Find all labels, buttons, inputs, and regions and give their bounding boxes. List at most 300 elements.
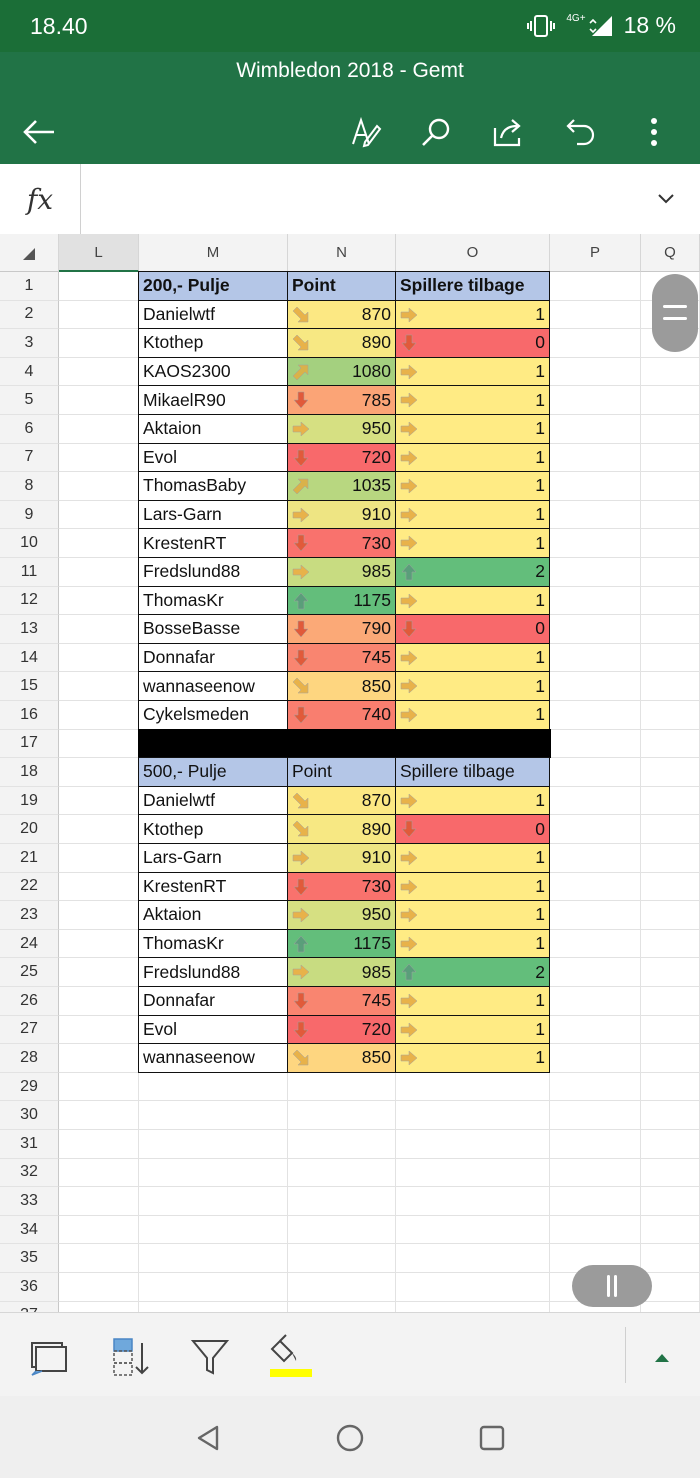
table1-players-left-cell-text: 1: [535, 532, 545, 553]
separator-row[interactable]: [138, 729, 551, 759]
status-time: 18.40: [30, 13, 88, 39]
arrow-right-icon: [399, 848, 419, 868]
table2-players-left-cell[interactable]: [395, 814, 550, 844]
table1-point-cell[interactable]: [287, 357, 396, 387]
spreadsheet-grid[interactable]: [0, 234, 700, 1312]
table1-point-cell[interactable]: [287, 328, 396, 358]
table1-point-cell[interactable]: [287, 300, 396, 330]
status-bar: [0, 0, 700, 52]
arrow-down-icon: [291, 533, 311, 553]
table2-point-cell[interactable]: [287, 843, 396, 873]
table1-players-left-cell-text: 1: [535, 361, 545, 382]
table1-players-left-cell[interactable]: [395, 557, 550, 587]
table2-point-cell-text: 890: [361, 818, 391, 839]
column-header-l[interactable]: L: [59, 234, 139, 272]
table1-players-left-cell[interactable]: [395, 414, 550, 444]
table2-point-cell-text: 985: [361, 961, 391, 982]
table1-point-cell[interactable]: [287, 385, 396, 415]
table1-name-cell[interactable]: [138, 528, 288, 558]
gridline: [59, 1243, 700, 1244]
column-header-p[interactable]: P: [550, 234, 641, 272]
table2-header-1-text: Point: [292, 761, 332, 782]
arrow-down-right-icon: [291, 333, 311, 353]
table2-point-cell[interactable]: [287, 786, 396, 816]
row-header-5[interactable]: 5: [0, 386, 59, 415]
nav-recents-button[interactable]: [472, 1418, 512, 1458]
horizontal-scroll-handle[interactable]: [572, 1265, 652, 1307]
table2-players-left-cell[interactable]: [395, 786, 550, 816]
table1-name-cell-text: Evol: [143, 446, 178, 467]
vertical-scroll-handle[interactable]: [652, 274, 698, 352]
table2-point-cell-text: 1175: [353, 933, 391, 954]
table1-name-cell-text: ThomasBaby: [143, 475, 247, 496]
table1-players-left-cell-text: 1: [535, 475, 545, 496]
table2-name-cell[interactable]: [138, 1043, 288, 1073]
back-triangle-icon: [195, 1424, 221, 1452]
table2-players-left-cell[interactable]: [395, 1043, 550, 1073]
table1-point-cell-text: 1080: [352, 361, 391, 382]
table1-name-cell[interactable]: [138, 328, 288, 358]
table2-header-0[interactable]: [138, 757, 288, 787]
column-header-n[interactable]: N: [288, 234, 396, 272]
column-header-m[interactable]: M: [139, 234, 288, 272]
table1-point-cell[interactable]: [287, 614, 396, 644]
row-header-11[interactable]: 11: [0, 558, 59, 587]
table1-point-cell[interactable]: [287, 700, 396, 730]
arrow-right-icon: [399, 390, 419, 410]
expand-toolbar-button[interactable]: [638, 1333, 686, 1381]
battery-level: 18 %: [623, 12, 676, 38]
table1-point-cell-text: 785: [361, 389, 391, 410]
arrow-up-icon: [399, 962, 419, 982]
table1-players-left-cell-text: 1: [535, 589, 545, 610]
select-all-corner[interactable]: [0, 234, 59, 272]
table1-point-cell-text: 1175: [353, 589, 391, 610]
arrow-right-icon: [399, 705, 419, 725]
function-button[interactable]: fx: [0, 164, 81, 234]
table2-name-cell[interactable]: [138, 900, 288, 930]
arrow-down-icon: [291, 619, 311, 639]
status-icons: [526, 12, 676, 39]
nav-home-button[interactable]: [330, 1418, 370, 1458]
table1-header-2[interactable]: [395, 271, 550, 301]
table1-name-cell[interactable]: [138, 586, 288, 616]
table1-players-left-cell[interactable]: [395, 671, 550, 701]
arrow-down-icon: [291, 705, 311, 725]
arrow-down-icon: [291, 448, 311, 468]
table1-point-cell-text: 950: [361, 418, 391, 439]
table1-players-left-cell-text: 1: [535, 504, 545, 525]
table1-point-cell-text: 985: [361, 561, 391, 582]
row-header-27[interactable]: 27: [0, 1016, 59, 1045]
table2-name-cell[interactable]: [138, 843, 288, 873]
table2-name-cell-text: KrestenRT: [143, 875, 227, 896]
table2-point-cell[interactable]: [287, 1043, 396, 1073]
row-header-1[interactable]: 1: [0, 272, 59, 301]
arrow-down-icon: [399, 333, 419, 353]
table1-point-cell-text: 870: [361, 303, 391, 324]
table1-point-cell[interactable]: [287, 500, 396, 530]
table2-name-cell[interactable]: [138, 786, 288, 816]
sort-icon: [108, 1335, 152, 1379]
row-header-25[interactable]: 25: [0, 958, 59, 987]
arrow-right-icon: [399, 419, 419, 439]
table1-players-left-cell[interactable]: [395, 700, 550, 730]
arrow-right-icon: [291, 419, 311, 439]
gridline: [59, 1215, 700, 1216]
arrow-right-icon: [399, 362, 419, 382]
undo-icon: [565, 116, 597, 148]
table2-name-cell[interactable]: [138, 1015, 288, 1045]
row-header-15[interactable]: 15: [0, 672, 59, 701]
table1-players-left-cell-text: 0: [535, 332, 545, 353]
table2-header-2[interactable]: [395, 757, 550, 787]
recents-square-icon: [478, 1424, 506, 1452]
arrow-right-icon: [399, 533, 419, 553]
search-icon: [420, 116, 452, 148]
table2-point-cell[interactable]: [287, 1015, 396, 1045]
table1-players-left-cell-text: 1: [535, 303, 545, 324]
scroll-grip-line: [614, 1275, 617, 1297]
home-circle-icon: [335, 1423, 365, 1453]
table2-point-cell[interactable]: [287, 900, 396, 930]
table1-name-cell-text: Fredslund88: [143, 561, 241, 582]
table1-point-cell[interactable]: [287, 528, 396, 558]
arrow-right-icon: [399, 791, 419, 811]
table1-players-left-cell[interactable]: [395, 586, 550, 616]
table1-point-cell[interactable]: [287, 443, 396, 473]
table2-players-left-cell-text: 1: [535, 847, 545, 868]
table1-players-left-cell-text: 0: [535, 618, 545, 639]
filter-button[interactable]: [186, 1333, 234, 1381]
system-nav-bar: [0, 1396, 700, 1478]
table1-players-left-cell[interactable]: [395, 471, 550, 501]
table1-name-cell[interactable]: [138, 414, 288, 444]
comment-icon: [28, 1337, 68, 1377]
arrow-down-icon: [291, 390, 311, 410]
arrow-down-icon: [399, 819, 419, 839]
row-header-31[interactable]: 31: [0, 1130, 59, 1159]
table2-header-1[interactable]: [287, 757, 396, 787]
table1-name-cell-text: MikaelR90: [143, 389, 226, 410]
table2-name-cell-text: Aktaion: [143, 904, 202, 925]
arrow-right-icon: [399, 905, 419, 925]
arrow-right-icon: [291, 962, 311, 982]
row-header-20[interactable]: 20: [0, 815, 59, 844]
arrow-down-icon: [291, 877, 311, 897]
table2-point-cell-text: 950: [361, 904, 391, 925]
table1-point-cell-text: 890: [361, 332, 391, 353]
row-header-2[interactable]: 2: [0, 301, 59, 330]
row-header-8[interactable]: 8: [0, 472, 59, 501]
more-options-button[interactable]: [632, 110, 676, 154]
table2-players-left-cell-text: 1: [535, 990, 545, 1011]
table1-point-cell-text: 910: [361, 504, 391, 525]
arrow-right-icon: [399, 305, 419, 325]
table1-point-cell-text: 1035: [352, 475, 391, 496]
table2-name-cell-text: wannaseenow: [143, 1047, 255, 1068]
table1-point-cell[interactable]: [287, 471, 396, 501]
row-header-36[interactable]: 36: [0, 1273, 59, 1302]
formula-input[interactable]: [80, 164, 640, 234]
comment-button[interactable]: [24, 1333, 72, 1381]
filter-icon: [190, 1337, 230, 1377]
table1-name-cell[interactable]: [138, 700, 288, 730]
table2-name-cell-text: Lars-Garn: [143, 847, 222, 868]
arrow-right-icon: [399, 505, 419, 525]
table1-header-1-text: Point: [292, 275, 336, 296]
table1-name-cell[interactable]: [138, 357, 288, 387]
arrow-down-right-icon: [291, 1048, 311, 1068]
arrow-down-right-icon: [291, 305, 311, 325]
table2-players-left-cell-text: 1: [535, 790, 545, 811]
table2-players-left-cell[interactable]: [395, 1015, 550, 1045]
toolbar-separator: [625, 1327, 626, 1383]
arrow-left-icon: [22, 119, 56, 145]
table2-name-cell-text: Evol: [143, 1018, 178, 1039]
table1-point-cell[interactable]: [287, 643, 396, 673]
row-header-13[interactable]: 13: [0, 615, 59, 644]
gridline: [59, 1186, 700, 1187]
table2-players-left-cell[interactable]: [395, 957, 550, 987]
gridline: [640, 272, 641, 1312]
table1-name-cell-text: Cykelsmeden: [143, 704, 250, 725]
table2-players-left-cell-text: 1: [535, 904, 545, 925]
row-header-30[interactable]: 30: [0, 1101, 59, 1130]
scroll-grip-line: [663, 305, 687, 308]
row-header-16[interactable]: 16: [0, 701, 59, 730]
more-vertical-icon: [648, 117, 660, 147]
table1-point-cell[interactable]: [287, 557, 396, 587]
table2-players-left-cell[interactable]: [395, 929, 550, 959]
table2-point-cell-text: 870: [361, 790, 391, 811]
table1-point-cell[interactable]: [287, 414, 396, 444]
table2-players-left-cell-text: 2: [535, 961, 545, 982]
table2-point-cell-text: 745: [361, 990, 391, 1011]
table2-name-cell-text: Fredslund88: [143, 961, 241, 982]
table2-players-left-cell[interactable]: [395, 872, 550, 902]
arrow-up-right-icon: [291, 476, 311, 496]
table1-name-cell[interactable]: [138, 385, 288, 415]
table2-point-cell-text: 850: [361, 1047, 391, 1068]
table1-name-cell[interactable]: [138, 471, 288, 501]
table1-players-left-cell[interactable]: [395, 300, 550, 330]
row-header-18[interactable]: 18: [0, 758, 59, 787]
row-header-29[interactable]: 29: [0, 1073, 59, 1102]
arrow-down-icon: [291, 1020, 311, 1040]
table1-players-left-cell[interactable]: [395, 614, 550, 644]
table1-players-left-cell[interactable]: [395, 385, 550, 415]
row-header-19[interactable]: 19: [0, 787, 59, 816]
table2-header-0-text: 500,- Pulje: [143, 761, 227, 782]
table2-name-cell-text: Ktothep: [143, 818, 204, 839]
table2-name-cell[interactable]: [138, 814, 288, 844]
arrow-right-icon: [399, 476, 419, 496]
table2-players-left-cell-text: 1: [535, 933, 545, 954]
table1-name-cell-text: Danielwtf: [143, 303, 215, 324]
arrow-right-icon: [399, 1020, 419, 1040]
scroll-grip-line: [663, 317, 687, 320]
arrow-up-icon: [291, 934, 311, 954]
table1-name-cell-text: ThomasKr: [143, 589, 224, 610]
table2-point-cell-text: 730: [361, 875, 391, 896]
arrow-down-icon: [399, 619, 419, 639]
arrow-down-right-icon: [291, 676, 311, 696]
bottom-toolbar: [0, 1312, 700, 1397]
formula-bar: [0, 164, 700, 235]
search-button[interactable]: [414, 110, 458, 154]
table2-players-left-cell[interactable]: [395, 843, 550, 873]
table2-header-2-text: Spillere tilbage: [400, 761, 515, 782]
row-header-6[interactable]: 6: [0, 415, 59, 444]
corner-triangle-icon: [23, 248, 35, 260]
table2-name-cell[interactable]: [138, 986, 288, 1016]
row-header-17[interactable]: 17: [0, 730, 59, 759]
arrow-up-icon: [291, 591, 311, 611]
arrow-down-right-icon: [291, 791, 311, 811]
table1-players-left-cell[interactable]: [395, 443, 550, 473]
table1-name-cell-text: wannaseenow: [143, 675, 255, 696]
table1-name-cell-text: Aktaion: [143, 418, 202, 439]
row-header-12[interactable]: 12: [0, 587, 59, 616]
table1-point-cell-text: 720: [361, 446, 391, 467]
nav-back-button[interactable]: [188, 1418, 228, 1458]
table2-point-cell[interactable]: [287, 957, 396, 987]
row-header-21[interactable]: 21: [0, 844, 59, 873]
table1-point-cell-text: 740: [361, 704, 391, 725]
table1-point-cell-text: 850: [361, 675, 391, 696]
row-header-35[interactable]: 35: [0, 1244, 59, 1273]
share-button[interactable]: [486, 110, 530, 154]
table1-name-cell-text: KAOS2300: [143, 361, 231, 382]
arrow-right-icon: [291, 848, 311, 868]
row-header-26[interactable]: 26: [0, 987, 59, 1016]
table2-point-cell[interactable]: [287, 929, 396, 959]
table1-name-cell[interactable]: [138, 643, 288, 673]
table1-header-1[interactable]: [287, 271, 396, 301]
row-header-22[interactable]: 22: [0, 873, 59, 902]
table2-players-left-cell-text: 1: [535, 1018, 545, 1039]
arrow-up-right-icon: [291, 362, 311, 382]
table1-name-cell[interactable]: [138, 671, 288, 701]
table1-name-cell-text: Donnafar: [143, 647, 215, 668]
table2-players-left-cell-text: 1: [535, 875, 545, 896]
app-header: [0, 52, 700, 164]
row-header-7[interactable]: 7: [0, 444, 59, 473]
table1-players-left-cell-text: 2: [535, 561, 545, 582]
arrow-right-icon: [399, 1048, 419, 1068]
arrow-right-icon: [399, 991, 419, 1011]
row-header-23[interactable]: 23: [0, 901, 59, 930]
arrow-down-icon: [291, 648, 311, 668]
table1-name-cell-text: Lars-Garn: [143, 504, 222, 525]
row-header-14[interactable]: 14: [0, 644, 59, 673]
table2-point-cell[interactable]: [287, 986, 396, 1016]
table1-players-left-cell-text: 1: [535, 675, 545, 696]
row-header-34[interactable]: 34: [0, 1216, 59, 1245]
undo-button[interactable]: [559, 110, 603, 154]
table2-point-cell[interactable]: [287, 872, 396, 902]
gridline: [59, 1100, 700, 1101]
table1-players-left-cell[interactable]: [395, 528, 550, 558]
table1-name-cell[interactable]: [138, 614, 288, 644]
table1-name-cell[interactable]: [138, 300, 288, 330]
sort-button[interactable]: [106, 1333, 154, 1381]
back-button[interactable]: [17, 110, 61, 154]
table1-header-0-text: 200,- Pulje: [143, 275, 230, 296]
table1-name-cell[interactable]: [138, 557, 288, 587]
table2-players-left-cell-text: 0: [535, 818, 545, 839]
arrow-right-icon: [291, 505, 311, 525]
table2-point-cell-text: 910: [361, 847, 391, 868]
table2-name-cell[interactable]: [138, 872, 288, 902]
table1-players-left-cell-text: 1: [535, 389, 545, 410]
row-header-4[interactable]: 4: [0, 358, 59, 387]
table1-players-left-cell[interactable]: [395, 643, 550, 673]
fill-color-swatch: [270, 1369, 312, 1377]
gridline: [59, 1129, 700, 1130]
table1-point-cell[interactable]: [287, 671, 396, 701]
table1-name-cell-text: Ktothep: [143, 332, 204, 353]
table1-name-cell-text: BosseBasse: [143, 618, 241, 639]
table2-players-left-cell[interactable]: [395, 900, 550, 930]
row-header-9[interactable]: 9: [0, 501, 59, 530]
row-header-3[interactable]: 3: [0, 329, 59, 358]
table1-name-cell[interactable]: [138, 500, 288, 530]
column-header-q[interactable]: Q: [641, 234, 700, 272]
table1-players-left-cell-text: 1: [535, 704, 545, 725]
edit-mode-button[interactable]: [344, 110, 388, 154]
arrow-right-icon: [399, 448, 419, 468]
table2-point-cell[interactable]: [287, 814, 396, 844]
table2-name-cell[interactable]: [138, 929, 288, 959]
table1-players-left-cell[interactable]: [395, 328, 550, 358]
document-title: Wimbledon 2018 - Gemt: [236, 59, 464, 82]
table1-header-0[interactable]: [138, 271, 288, 301]
table2-players-left-cell[interactable]: [395, 986, 550, 1016]
fill-color-button[interactable]: [266, 1333, 314, 1381]
table2-name-cell-text: ThomasKr: [143, 933, 224, 954]
network-type: 4G+: [566, 12, 586, 24]
table1-players-left-cell[interactable]: [395, 500, 550, 530]
table1-name-cell[interactable]: [138, 443, 288, 473]
fill-color-icon: [266, 1333, 314, 1381]
arrow-up-icon: [399, 562, 419, 582]
share-icon: [491, 116, 525, 148]
table1-point-cell-text: 790: [361, 618, 391, 639]
table1-players-left-cell[interactable]: [395, 357, 550, 387]
scroll-grip-line: [607, 1275, 610, 1297]
row-header-10[interactable]: 10: [0, 529, 59, 558]
table1-players-left-cell-text: 1: [535, 647, 545, 668]
row-header-32[interactable]: 32: [0, 1159, 59, 1188]
table2-name-cell[interactable]: [138, 957, 288, 987]
table1-point-cell[interactable]: [287, 586, 396, 616]
chevron-down-icon[interactable]: [654, 186, 678, 210]
table1-players-left-cell-text: 1: [535, 446, 545, 467]
arrow-down-right-icon: [291, 819, 311, 839]
table2-name-cell-text: Danielwtf: [143, 790, 215, 811]
arrow-right-icon: [399, 934, 419, 954]
row-header-24[interactable]: 24: [0, 930, 59, 959]
row-header-33[interactable]: 33: [0, 1187, 59, 1216]
row-header-28[interactable]: 28: [0, 1044, 59, 1073]
arrow-right-icon: [291, 562, 311, 582]
column-header-o[interactable]: O: [396, 234, 550, 272]
arrow-down-icon: [291, 991, 311, 1011]
arrow-right-icon: [399, 591, 419, 611]
arrow-right-icon: [399, 648, 419, 668]
